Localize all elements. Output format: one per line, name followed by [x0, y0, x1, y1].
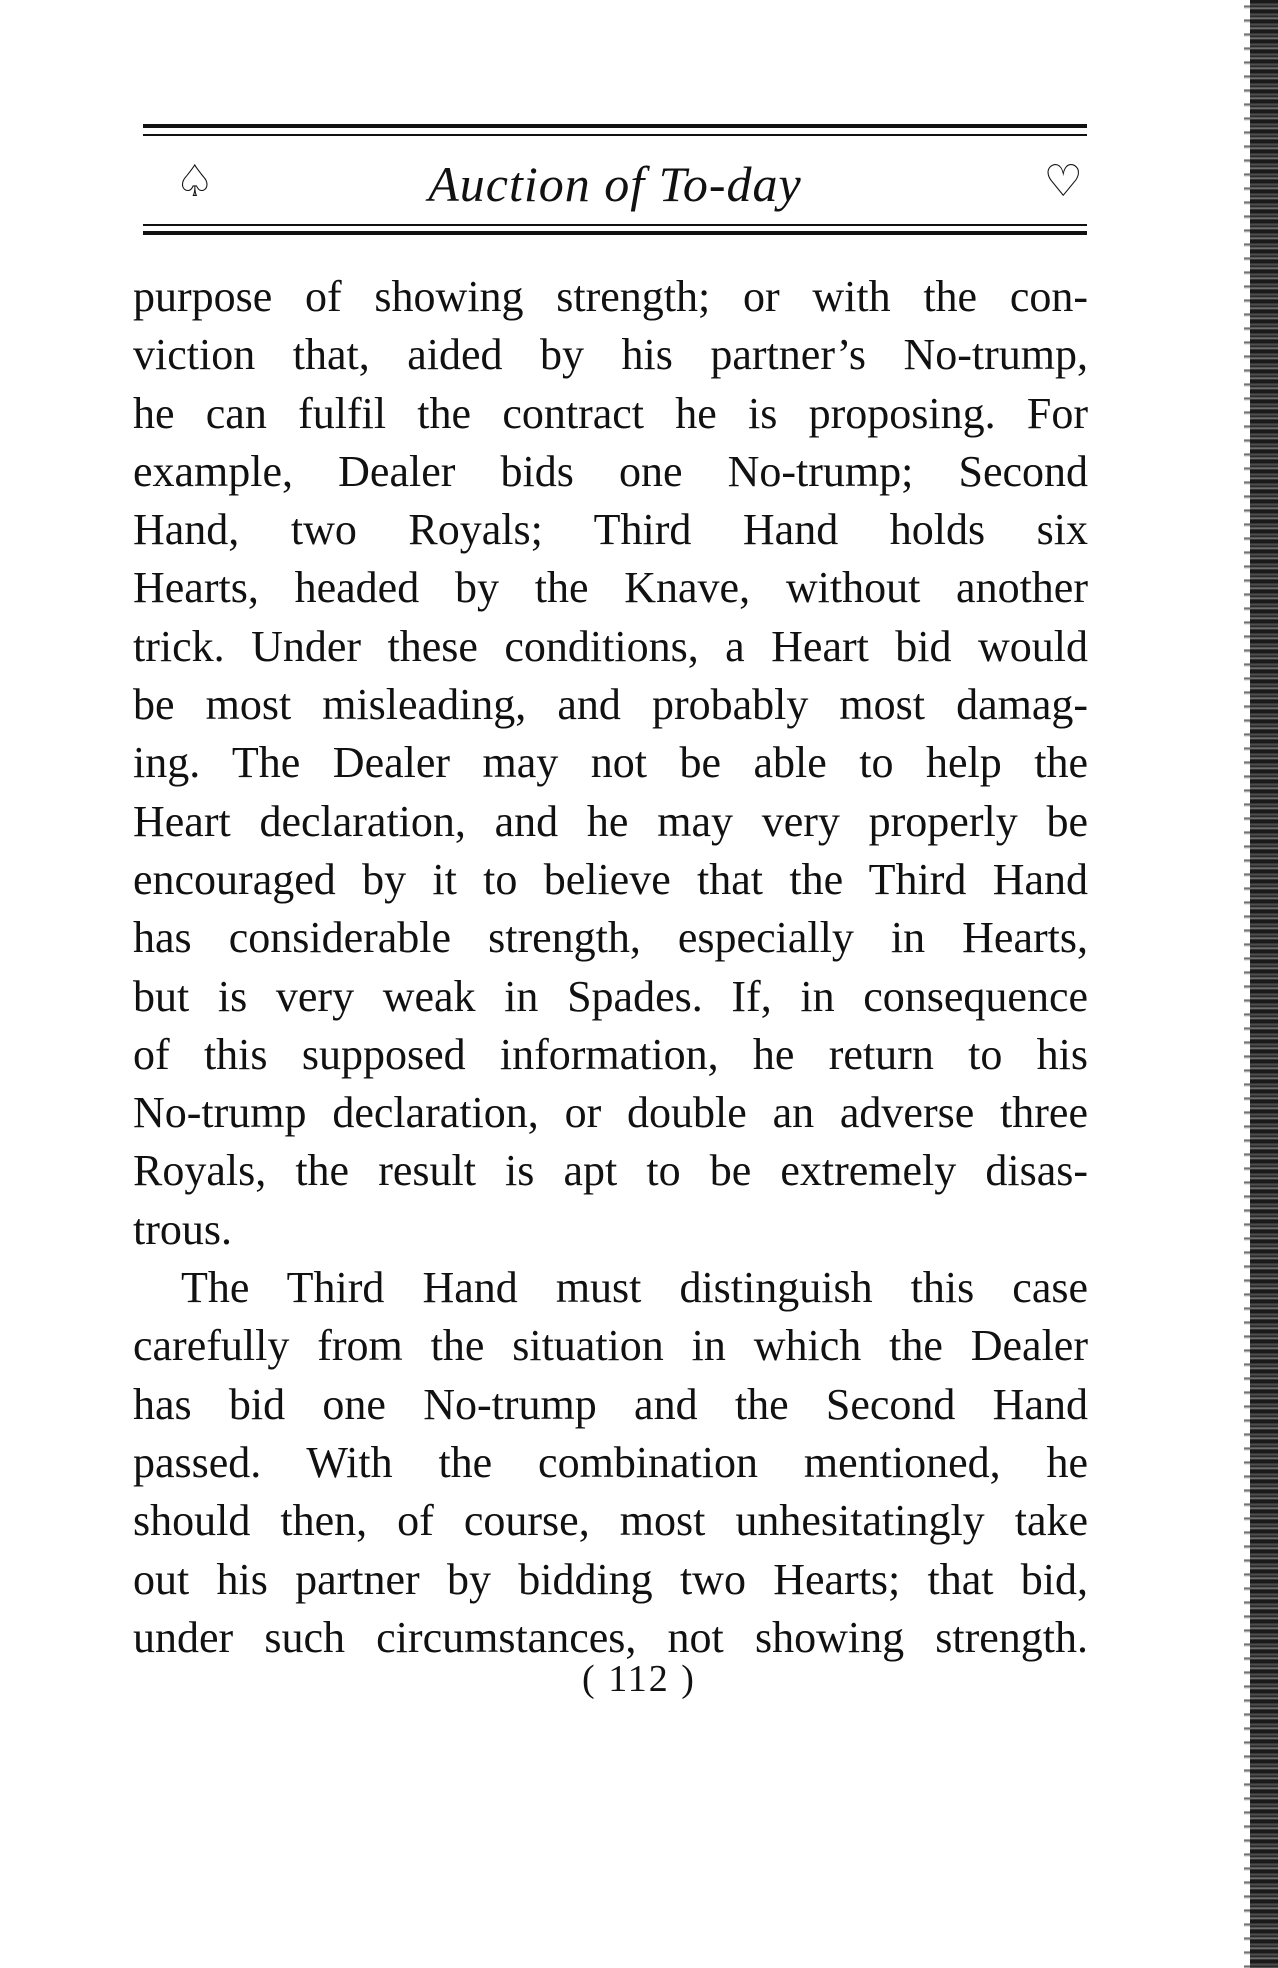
text-line: should then, of course, most unhesitatingly take	[133, 1496, 1088, 1546]
text-line: viction that, aided by his partner’s No-trump,	[133, 330, 1088, 380]
text-line: Hand, two Royals; Third Hand holds six	[133, 505, 1088, 555]
text-line: purpose of showing strength; or with the con-	[133, 272, 1088, 321]
header-rule-bottom-thick	[143, 231, 1087, 235]
text-line: example, Dealer bids one No-trump; Second	[133, 446, 1088, 496]
header-rule-top-thin	[143, 134, 1087, 136]
text-line: trick. Under these conditions, a Heart bid would	[133, 621, 1088, 671]
text-line: trous.	[133, 1204, 232, 1254]
text-line: No-trump declaration, or double an adverse three	[133, 1088, 1088, 1138]
paragraph-2	[133, 1259, 1088, 1667]
page-number: ( 112 )	[582, 1658, 696, 1700]
paragraph-1	[133, 268, 1088, 1259]
heart-ornament-icon: ♡	[1043, 156, 1083, 207]
running-head	[143, 152, 1087, 222]
header-rule-bottom-thin	[143, 224, 1087, 226]
text-line: out his partner by bidding two Hearts; that bid,	[133, 1554, 1088, 1604]
running-head-title: Auction of To-day	[428, 156, 802, 212]
text-line: has considerable strength, especially in Hearts,	[133, 913, 1088, 963]
body-text	[133, 268, 1088, 1667]
text-line: Royals, the result is apt to be extremely disas-	[133, 1146, 1088, 1196]
text-line: of this supposed information, he return to his	[133, 1029, 1088, 1079]
text-line: be most misleading, and probably most damag-	[133, 680, 1088, 730]
text-line: The Third Hand must distinguish this case	[181, 1263, 1088, 1313]
text-line: encouraged by it to believe that the Third Hand	[133, 854, 1088, 904]
text-line: carefully from the situation in which the Dealer	[133, 1321, 1088, 1371]
text-line: passed. With the combination mentioned, he	[133, 1437, 1088, 1487]
text-line: Hearts, headed by the Knave, without another	[133, 563, 1088, 613]
text-line: has bid one No-trump and the Second Hand	[133, 1379, 1088, 1429]
text-line: Heart declaration, and he may very properly be	[133, 796, 1088, 846]
text-line: under such circumstances, not showing strength.	[133, 1612, 1088, 1662]
text-line: ing. The Dealer may not be able to help the	[133, 738, 1088, 788]
text-line: he can fulfil the contract he is proposing. For	[133, 388, 1088, 438]
text-line: but is very weak in Spades. If, in consequence	[133, 971, 1088, 1021]
header-rule-top-thick	[143, 124, 1087, 128]
page-edge-shadow	[1250, 0, 1278, 1968]
spade-ornament-icon: ♤	[175, 156, 215, 207]
